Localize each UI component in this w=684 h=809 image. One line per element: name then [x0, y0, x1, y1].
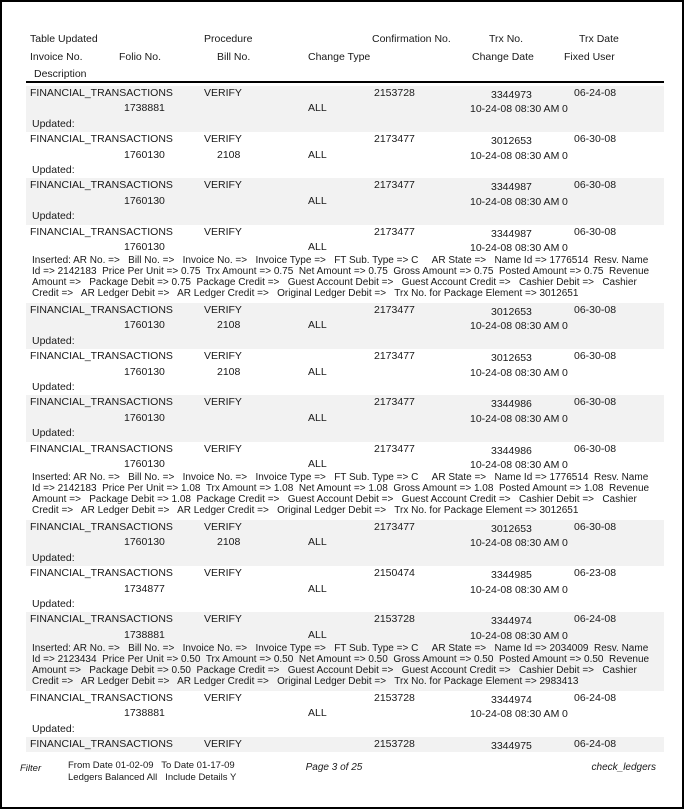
change-date-value: 10-24-08 08:30 AM	[470, 320, 560, 333]
page-number: Page 3 of 25	[305, 762, 363, 773]
table-row	[26, 86, 664, 132]
confirmation-no-value: 2173477	[374, 225, 415, 238]
trx-date-value: 06-30-08	[574, 179, 617, 192]
table-row	[26, 442, 664, 520]
change-date-value: 10-24-08 08:30 AM	[470, 366, 560, 379]
trx-no-value: 3344975	[491, 739, 532, 752]
table-row-partial	[26, 737, 664, 752]
fixed-user-value: 0	[562, 708, 568, 721]
table-updated-value: FINANCIAL_TRANSACTIONS	[30, 179, 173, 192]
table-updated-value: FINANCIAL_TRANSACTIONS	[30, 133, 173, 146]
confirmation-no-value: 2153728	[374, 691, 415, 704]
fixed-user-value: 0	[562, 412, 568, 425]
trx-date-value: 06-24-08	[574, 691, 617, 704]
folio-no-value: 1760130	[124, 240, 165, 253]
fixed-user-value: 0	[562, 366, 568, 379]
confirmation-no-value: 2173477	[374, 520, 415, 533]
record-description: Updated:	[32, 597, 75, 610]
procedure-value: VERIFY	[204, 520, 242, 533]
table-updated-value: FINANCIAL_TRANSACTIONS	[30, 567, 173, 580]
col-header-change-date: Change Date	[472, 51, 534, 63]
trx-no-value: 3344987	[491, 227, 532, 240]
record-description: Updated:	[32, 427, 75, 440]
record-description-inserted: Inserted: AR No. => Bill No. => Invoice No. => Invoice Type => FT Sub. Type => C AR State => Name Id => 1776514 Resv. Name Id => 2142183 Price Per Unit => 0.75 Trx Amount => 0.75 Net Amount => 0.75 Gross Amount => 0.75 Posted Amount => 0.75 Revenue Amount => Package Debit => 0.75 Package Credit => Guest Account Debit => Guest Account Credit => Cashier Debit => Cashier Credit => AR Ledger Debit => AR Ledger Credit => Original Ledger Debit => Trx No. for Package Element => 3012651	[32, 255, 652, 300]
folio-no-value: 1760130	[124, 365, 165, 378]
change-date-value: 10-24-08 08:30 AM	[470, 708, 560, 721]
table-updated-value: FINANCIAL_TRANSACTIONS	[30, 396, 173, 409]
record-description-inserted: Inserted: AR No. => Bill No. => Invoice No. => Invoice Type => FT Sub. Type => C AR State => Name Id => 2034009 Resv. Name Id => 2123434 Price Per Unit => 0.50 Trx Amount => 0.50 Net Amount => 0.50 Gross Amount => 0.50 Posted Amount => 0.50 Revenue Amount => Package Debit => 0.50 Package Credit => Guest Account Debit => Guest Account Credit => Cashier Debit => Cashier Credit => AR Ledger Debit => AR Ledger Credit => Original Ledger Debit => Trx No. for Package Element => 2983413	[32, 643, 652, 687]
trx-no-value: 3344986	[491, 398, 532, 411]
col-header-invoice-no: Invoice No.	[30, 51, 83, 63]
col-header-change-type: Change Type	[308, 51, 371, 63]
procedure-value: VERIFY	[204, 737, 242, 750]
trx-no-value: 3012653	[491, 352, 532, 365]
folio-no-value: 1738881	[124, 628, 165, 641]
table-row	[26, 178, 664, 224]
record-description: Updated:	[32, 722, 75, 735]
change-type-value: ALL	[308, 194, 327, 207]
trx-no-value: 3012653	[491, 135, 532, 148]
change-type-value: ALL	[308, 411, 327, 424]
trx-date-value: 06-30-08	[574, 225, 617, 238]
procedure-value: VERIFY	[204, 442, 242, 455]
folio-no-value: 1760130	[124, 536, 165, 549]
confirmation-no-value: 2153728	[374, 737, 415, 750]
confirmation-no-value: 2173477	[374, 133, 415, 146]
record-description: Updated:	[32, 163, 75, 176]
trx-date-value: 06-30-08	[574, 442, 617, 455]
record-description: Updated:	[32, 210, 75, 223]
trx-no-value: 3344987	[491, 181, 532, 194]
change-date-value: 10-24-08 08:30 AM	[470, 629, 560, 642]
bill-no-value: 2108	[217, 148, 241, 161]
fixed-user-value: 0	[562, 241, 568, 254]
col-header-description: Description	[34, 68, 87, 80]
col-header-procedure: Procedure	[204, 33, 253, 45]
change-date-value: 10-24-08 08:30 AM	[470, 412, 560, 425]
trx-date-value: 06-24-08	[574, 613, 617, 626]
table-row	[26, 691, 664, 737]
procedure-value: VERIFY	[204, 179, 242, 192]
trx-no-value: 3344974	[491, 615, 532, 628]
fixed-user-value: 0	[562, 320, 568, 333]
table-row	[26, 303, 664, 349]
table-row	[26, 349, 664, 395]
table-updated-value: FINANCIAL_TRANSACTIONS	[30, 737, 173, 750]
table-updated-value: FINANCIAL_TRANSACTIONS	[30, 87, 173, 99]
table-row	[26, 612, 664, 690]
change-type-value: ALL	[308, 240, 327, 253]
table-updated-value: FINANCIAL_TRANSACTIONS	[30, 303, 173, 316]
bill-no-value: 2108	[217, 536, 241, 549]
change-type-value: ALL	[308, 707, 327, 720]
change-type-value: ALL	[308, 148, 327, 161]
confirmation-no-value: 2173477	[374, 350, 415, 363]
record-description: Updated:	[32, 117, 75, 130]
col-header-bill-no: Bill No.	[217, 51, 251, 63]
folio-no-value: 1760130	[124, 194, 165, 207]
procedure-value: VERIFY	[204, 350, 242, 363]
fixed-user-value: 0	[562, 103, 568, 116]
procedure-value: VERIFY	[204, 133, 242, 146]
record-description-inserted: Inserted: AR No. => Bill No. => Invoice No. => Invoice Type => FT Sub. Type => C AR State => Name Id => 1776514 Resv. Name Id => 2142183 Price Per Unit => 1.08 Trx Amount => 1.08 Net Amount => 1.08 Gross Amount => 1.08 Posted Amount => 1.08 Revenue Amount => Package Debit => 1.08 Package Credit => Guest Account Debit => Guest Account Credit => Cashier Debit => Cashier Credit => AR Ledger Debit => AR Ledger Credit => Original Ledger Debit => Trx No. for Package Element => 3012651	[32, 472, 652, 517]
folio-no-value: 1738881	[124, 707, 165, 720]
fixed-user-value: 0	[562, 537, 568, 550]
table-row	[26, 395, 664, 441]
trx-no-value: 3344985	[491, 569, 532, 582]
col-header-confirmation-no: Confirmation No.	[372, 33, 451, 45]
folio-no-value: 1760130	[124, 148, 165, 161]
procedure-value: VERIFY	[204, 567, 242, 580]
trx-date-value: 06-30-08	[574, 350, 617, 363]
change-date-value: 10-24-08 08:30 AM	[470, 195, 560, 208]
filter-options: Ledgers Balanced All Include Details Y	[68, 772, 237, 783]
trx-no-value: 3344973	[491, 89, 532, 101]
filter-label: Filter	[20, 763, 42, 774]
records-table	[26, 86, 664, 752]
table-updated-value: FINANCIAL_TRANSACTIONS	[30, 520, 173, 533]
confirmation-no-value: 2173477	[374, 303, 415, 316]
change-date-value: 10-24-08 08:30 AM	[470, 241, 560, 254]
table-updated-value: FINANCIAL_TRANSACTIONS	[30, 442, 173, 455]
change-type-value: ALL	[308, 365, 327, 378]
trx-date-value: 06-30-08	[574, 520, 617, 533]
fixed-user-value: 0	[562, 583, 568, 596]
procedure-value: VERIFY	[204, 613, 242, 626]
confirmation-no-value: 2173477	[374, 396, 415, 409]
table-row	[26, 132, 664, 178]
trx-no-value: 3344986	[491, 444, 532, 457]
change-type-value: ALL	[308, 536, 327, 549]
folio-no-value: 1738881	[124, 102, 165, 115]
folio-no-value: 1760130	[124, 457, 165, 470]
change-type-value: ALL	[308, 628, 327, 641]
col-header-folio-no: Folio No.	[119, 51, 162, 63]
change-date-value: 10-24-08 08:30 AM	[470, 458, 560, 471]
fixed-user-value: 0	[562, 458, 568, 471]
procedure-value: VERIFY	[204, 396, 242, 409]
folio-no-value: 1760130	[124, 319, 165, 332]
fixed-user-value: 0	[562, 149, 568, 162]
bill-no-value: 2108	[217, 365, 241, 378]
record-description: Updated:	[32, 551, 75, 564]
change-type-value: ALL	[308, 457, 327, 470]
fixed-user-value: 0	[562, 629, 568, 642]
col-header-trx-no: Trx No.	[489, 33, 524, 45]
change-date-value: 10-24-08 08:30 AM	[470, 583, 560, 596]
procedure-value: VERIFY	[204, 225, 242, 238]
record-description: Updated:	[32, 380, 75, 393]
col-header-trx-date: Trx Date	[579, 33, 619, 45]
change-date-value: 10-24-08 08:30 AM	[470, 103, 560, 116]
trx-no-value: 3012653	[491, 305, 532, 318]
trx-date-value: 06-30-08	[574, 396, 617, 409]
table-updated-value: FINANCIAL_TRANSACTIONS	[30, 691, 173, 704]
trx-date-value: 06-30-08	[574, 133, 617, 146]
record-description: Updated:	[32, 334, 75, 347]
filter-dates: From Date 01-02-09 To Date 01-17-09	[68, 760, 235, 771]
trx-date-value: 06-30-08	[574, 303, 617, 316]
fixed-user-value: 0	[562, 195, 568, 208]
trx-date-value: 06-24-08	[574, 737, 617, 750]
table-updated-value: FINANCIAL_TRANSACTIONS	[30, 225, 173, 238]
trx-no-value: 3344974	[491, 693, 532, 706]
procedure-value: VERIFY	[204, 691, 242, 704]
folio-no-value: 1734877	[124, 582, 165, 595]
bill-no-value: 2108	[217, 319, 241, 332]
confirmation-no-value: 2153728	[374, 613, 415, 626]
procedure-value: VERIFY	[204, 87, 242, 99]
procedure-value: VERIFY	[204, 303, 242, 316]
col-header-table-updated: Table Updated	[30, 33, 98, 45]
change-type-value: ALL	[308, 582, 327, 595]
confirmation-no-value: 2173477	[374, 442, 415, 455]
confirmation-no-value: 2173477	[374, 179, 415, 192]
header-rule	[26, 81, 664, 83]
change-type-value: ALL	[308, 319, 327, 332]
table-row	[26, 566, 664, 612]
trx-date-value: 06-24-08	[574, 87, 617, 99]
confirmation-no-value: 2153728	[374, 87, 415, 99]
table-row	[26, 520, 664, 566]
folio-no-value: 1760130	[124, 411, 165, 424]
trx-no-value: 3012653	[491, 522, 532, 535]
col-header-fixed-user: Fixed User	[564, 51, 615, 63]
trx-date-value: 06-23-08	[574, 567, 617, 580]
report-name: check_ledgers	[591, 762, 656, 773]
table-updated-value: FINANCIAL_TRANSACTIONS	[30, 350, 173, 363]
confirmation-no-value: 2150474	[374, 567, 415, 580]
change-date-value: 10-24-08 08:30 AM	[470, 537, 560, 550]
table-updated-value: FINANCIAL_TRANSACTIONS	[30, 613, 173, 626]
table-row	[26, 225, 664, 303]
change-date-value: 10-24-08 08:30 AM	[470, 149, 560, 162]
change-type-value: ALL	[308, 102, 327, 115]
